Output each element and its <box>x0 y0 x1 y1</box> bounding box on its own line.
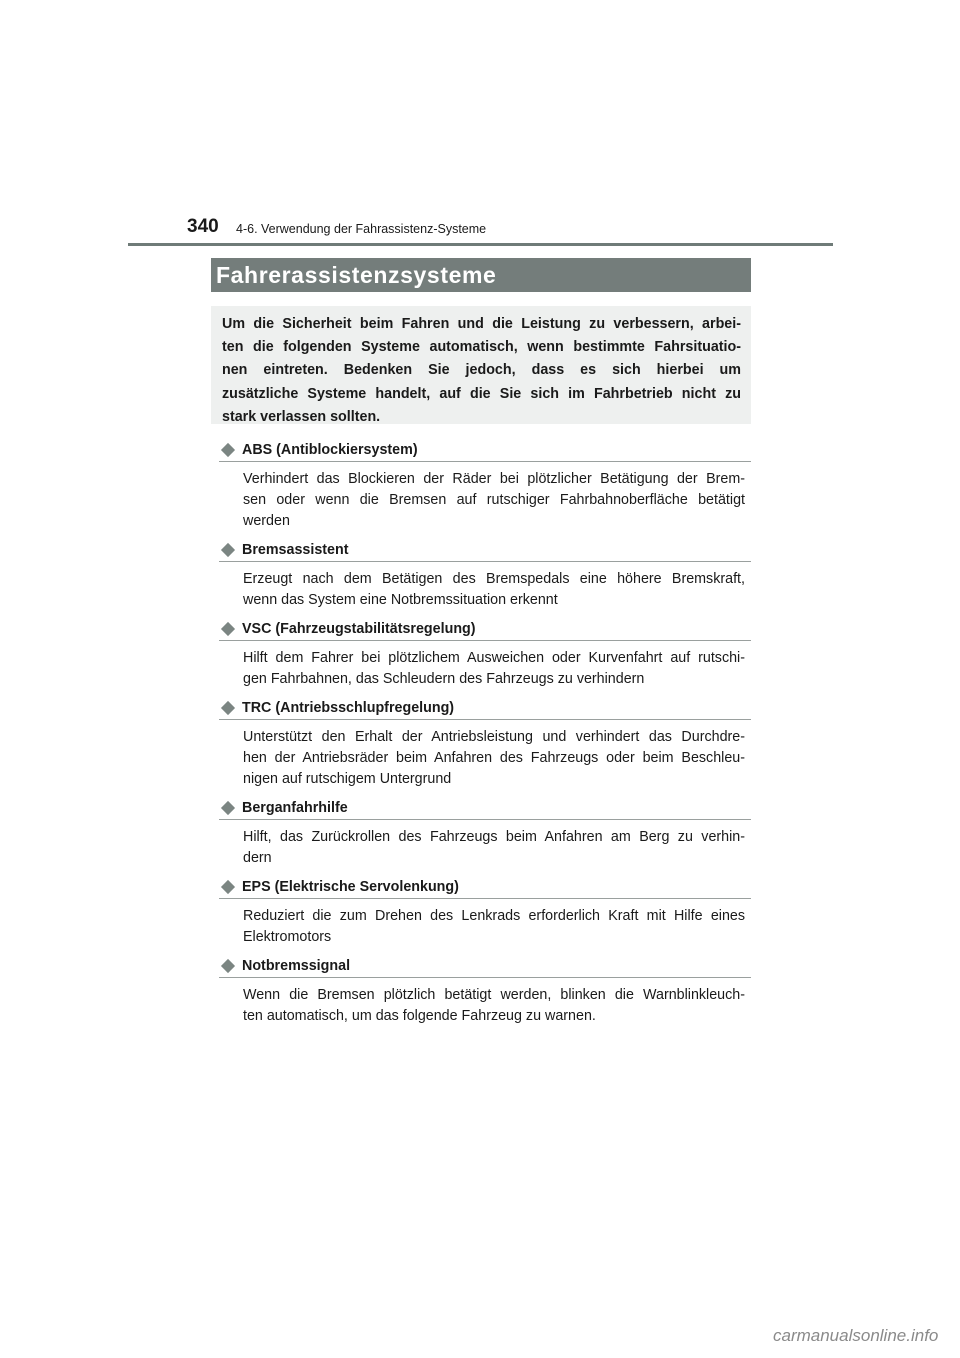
item-description <box>219 720 751 790</box>
intro-text <box>222 313 741 429</box>
item-heading <box>219 617 751 641</box>
diamond-bullet-icon <box>221 621 235 635</box>
description-line: Unterstützt den Erhalt der Antriebsleistung und verhindert das Durchdre- <box>243 729 745 745</box>
item-title: VSC (Fahrzeugstabilitätsregelung) <box>242 620 476 637</box>
item-title: Bremsassistent <box>242 541 349 558</box>
system-item <box>219 954 751 1027</box>
intro-line: zusätzliche Systeme handelt, auf die Sie sich im Fahrbetrieb nicht zu <box>222 385 741 402</box>
item-description <box>219 562 751 611</box>
system-item <box>219 796 751 869</box>
intro-line: Um die Sicherheit beim Fahren und die Leistung zu verbessern, arbei- <box>222 316 741 332</box>
item-description <box>219 820 751 869</box>
item-heading <box>219 954 751 978</box>
watermark: carmanualsonline.info <box>773 1326 939 1345</box>
intro-box <box>211 306 751 424</box>
description-line: werden <box>243 513 290 529</box>
diamond-bullet-icon <box>221 958 235 972</box>
item-title: TRC (Antriebsschlupfregelung) <box>242 699 455 716</box>
item-title: EPS (Elektrische Servolenkung) <box>242 878 459 895</box>
description-line: wenn das System eine Notbremssituation erkennt <box>243 592 558 608</box>
description-line: Verhindert das Blockieren der Räder bei plötzlicher Betätigung der Brem- <box>243 471 745 487</box>
system-item <box>219 438 751 532</box>
intro-line: ten die folgenden Systeme automatisch, wenn bestimmte Fahrsituatio- <box>222 339 741 356</box>
description-line: Hilft dem Fahrer bei plötzlichem Ausweichen oder Kurvenfahrt auf rutschi- <box>243 650 745 666</box>
description-line: Elektromotors <box>243 929 332 945</box>
item-heading <box>219 796 751 820</box>
item-heading <box>219 696 751 720</box>
description-line: nigen auf rutschigem Untergrund <box>243 771 452 787</box>
item-title: Notbremssignal <box>242 957 351 974</box>
diamond-bullet-icon <box>221 879 235 893</box>
item-heading <box>219 875 751 899</box>
intro-line: stark verlassen sollten. <box>222 408 381 425</box>
diamond-bullet-icon <box>221 542 235 556</box>
item-heading <box>219 438 751 462</box>
diamond-bullet-icon <box>221 800 235 814</box>
diamond-bullet-icon <box>221 442 235 456</box>
description-line: Reduziert die zum Drehen des Lenkrads erforderlich Kraft mit Hilfe eines <box>243 908 745 924</box>
section-header: 4-6. Verwendung der Fahrassistenz-Systeme <box>236 222 487 236</box>
page-title: Fahrerassistenzsysteme <box>216 261 497 288</box>
diamond-bullet-icon <box>221 700 235 714</box>
system-item <box>219 875 751 948</box>
description-line: ten automatisch, um das folgende Fahrzeug zu warnen. <box>243 1008 596 1024</box>
item-heading <box>219 538 751 562</box>
description-line: Hilft, das Zurückrollen des Fahrzeugs beim Anfahren am Berg zu verhin- <box>243 829 745 845</box>
header-rule <box>128 243 833 246</box>
system-item <box>219 617 751 690</box>
system-item <box>219 538 751 611</box>
item-title: Berganfahrhilfe <box>242 799 348 816</box>
description-line: Wenn die Bremsen plötzlich betätigt werden, blinken die Warnblinkleuch- <box>243 987 745 1003</box>
systems-list <box>219 438 751 1033</box>
item-title: ABS (Antiblockiersystem) <box>242 441 418 458</box>
description-line: Erzeugt nach dem Betätigen des Bremspedals eine höhere Bremskraft, <box>243 571 745 587</box>
system-item <box>219 696 751 790</box>
page-number: 340 <box>187 216 219 237</box>
intro-line: nen eintreten. Bedenken Sie jedoch, dass es sich hierbei um <box>222 362 741 379</box>
description-line: gen Fahrbahnen, das Schleudern des Fahrzeugs zu verhindern <box>243 671 645 687</box>
description-line: hen der Antriebsräder beim Anfahren des Fahrzeugs oder beim Beschleu- <box>243 750 745 766</box>
description-line: sen oder wenn die Bremsen auf rutschiger Fahrbahnoberfläche betätigt <box>243 492 745 508</box>
item-description <box>219 641 751 690</box>
item-description <box>219 978 751 1027</box>
title-bar <box>211 258 751 292</box>
item-description <box>219 462 751 532</box>
description-line: dern <box>243 850 272 866</box>
item-description <box>219 899 751 948</box>
